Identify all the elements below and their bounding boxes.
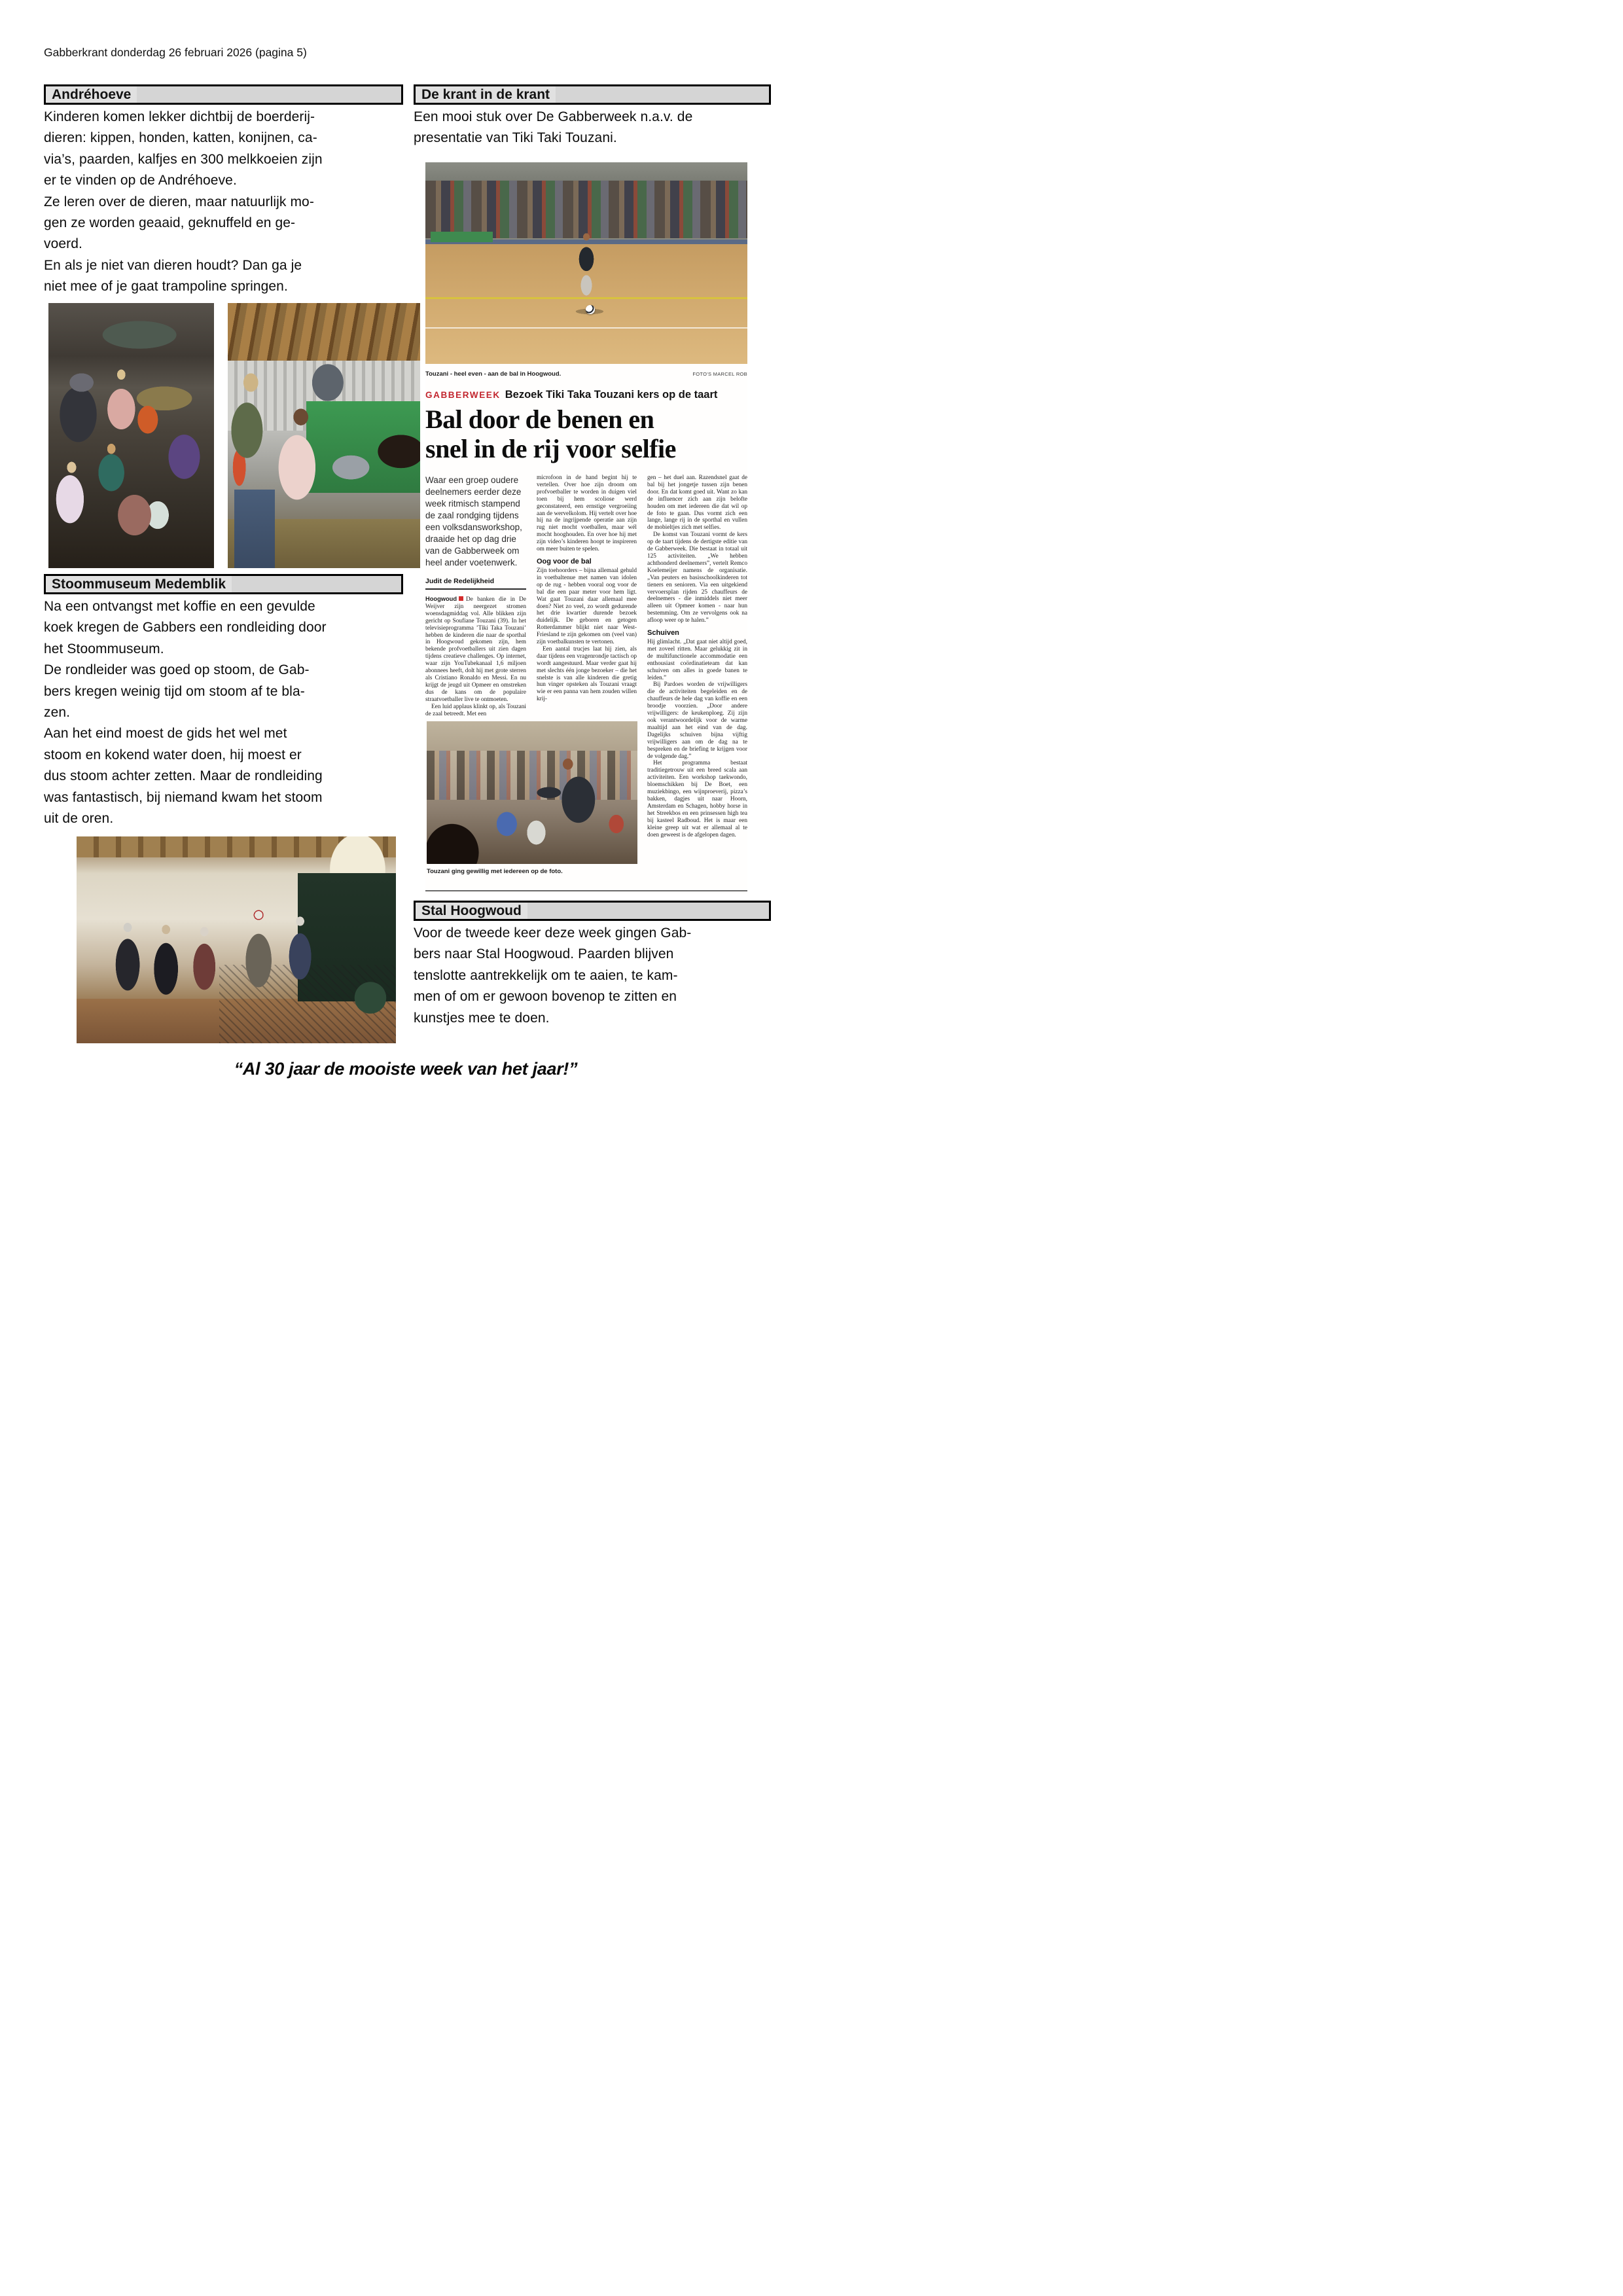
krant-intro-text <box>414 107 772 149</box>
text-line: Ze leren over de dieren, maar natuurlijk mo- <box>44 194 314 209</box>
photo1-caption-row <box>425 370 747 378</box>
photo-andrehoeve-barn <box>48 303 214 568</box>
clipping-intro: Waar een groep oudere deelnemers eerder deze week ritmisch stampend de zaal rondging tijdens een volksdansworkshop, draaide het op dag drie van de Gabberweek om heel ander voetenwerk. <box>425 475 522 567</box>
subhead-schuiven: Schuiven <box>647 629 679 637</box>
text-line: koek kregen de Gabbers een rondleiding door <box>44 620 327 636</box>
newspaper-page <box>0 0 812 1148</box>
text-line: via’s, paarden, kalfjes en 300 melkkoeien zijn <box>44 151 323 167</box>
section-title: Stoommuseum Medemblik <box>46 576 232 592</box>
headline-line: Bal door de benen en <box>425 404 654 434</box>
text-line: zen. <box>44 705 71 721</box>
body-paragraph: Bij Pardoes worden de vrijwilligers die de activiteiten begeleiden en de chauffeurs de hele dag van koffie en een broodje voorzien. „Door andere vrijwilligers: de keukenploeg. Zij zijn ook verantwoordelijk voor de warme maaltijd aan het eind van de dag. Dagelijks schuiven bijna vijftig vrijwilligers aan om de dag na te bespreken en de briefing te krijgen voor de volgende dag.” <box>647 681 747 760</box>
text-line: tenslotte aantrekkelijk om te aaien, te kam- <box>414 967 678 983</box>
photo-stoommuseum-tour <box>77 836 396 1043</box>
body-paragraph: gen – het duel aan. Razendsnel gaat de bal bij het jongetje tussen zijn benen door. En dat komt goed uit. Want zo kan de influencer zich aan zijn belofte houden om met iedereen die dat wil op de foto te gaan. Dus vormt zich een lange, lange rij in de sporthal en vullen de mobieltjes zich met selfies. <box>647 475 747 531</box>
section-title: Andréhoeve <box>46 86 137 103</box>
clipping-bottom-rule <box>425 890 747 891</box>
text-line: gen ze worden geaaid, geknuffeld en ge- <box>44 215 296 231</box>
paragraph-text: De banken die in De Weijver zijn neergezet stromen woensdagmiddag vol. Alle blikken zijn gericht op Soufiane Touzani (39). In het televisieprogramma ’Tiki Taka Touzani’ hebben de kinderen die naar de sporthal in Hoogwoud gekomen zijn, hem bekende profvoetballers uit zien dagen tijdens creatieve challenges. Op internet, waar zijn YouTubekanaal 1,6 miljoen abonnees heeft, dolt hij met grote sterren als Cristiano Ronaldo en Messi. En nu krijgt de jeugd uit Opmeer en omstreken dus de kans om de populaire straatvoetballer live te ontmoeten. <box>425 596 526 703</box>
clipping-headline <box>425 404 747 463</box>
photo-credit: FOTO'S MARCEL ROB <box>692 371 747 377</box>
text-line: niet mee of je gaat trampoline springen. <box>44 279 288 295</box>
text-line: De rondleider was goed op stoom, de Gab- <box>44 662 310 678</box>
section-title: Stal Hoogwoud <box>416 903 527 919</box>
text-line: er te vinden op de Andréhoeve. <box>44 173 237 188</box>
text-line: presentatie van Tiki Taki Touzani. <box>414 130 617 146</box>
body-paragraph: Een luid applaus klinkt op, als Touzani de zaal betreedt. Met een <box>425 703 526 717</box>
red-square-bullet <box>459 596 463 601</box>
text-line: Kinderen komen lekker dichtbij de boerderij- <box>44 109 315 124</box>
body-paragraph: De komst van Touzani vormt de kers op de taart tijdens de dertigste editie van de Gabberweek. Die bestaat in totaal uit 125 activiteiten. „We hebben achthonderd deelnemers”, vertelt Remco Koelemeijer namens de organisatie. „Van peuters en basisschoolkinderen tot tieners en senioren. Via een uitgekiend vervoersplan rijden 25 chauffeurs de deelnemers - die inmiddels niet meer alleen uit Opmeer komen - naar hun bestemming. Om ze vervolgens ook na afloop weer op te halen.” <box>647 531 747 624</box>
text-line: kunstjes mee te doen. <box>414 1010 550 1026</box>
photo-touzani-selfies <box>427 721 637 864</box>
section-header-stoommuseum <box>44 574 403 594</box>
headline-line: snel in de rij voor selfie <box>425 434 676 463</box>
byline: Judit de Redelijkheid <box>425 577 526 590</box>
section-title: De krant in de krant <box>416 86 556 103</box>
text-line: bers kregen weinig tijd om stoom af te bla- <box>44 683 305 699</box>
dateline: Hoogwoud <box>425 596 457 602</box>
kicker-text: Bezoek Tiki Taka Touzani kers op de taart <box>505 389 718 401</box>
text-line: Voor de tweede keer deze week gingen Gab- <box>414 925 692 941</box>
newspaper-clipping <box>425 162 747 894</box>
text-line: het Stoommuseum. <box>44 641 164 656</box>
kicker <box>425 389 747 401</box>
soccer-ball <box>586 305 595 314</box>
body-paragraph: microfoon in de hand begint hij te vertellen. Over hoe zijn droom om profvoetballer te worden in duigen viel toen bij hem scoliose werd geconstateerd, een ernstige vergroeiing aan de wervelkolom. Hij vertelt over hoe hij na de ingrijpende operatie aan zijn rug niet mocht voetballen, maar wél mocht hooghouden. En over hoe hij met zijn video’s kinderen hoopt te inspireren om meer buiten te spelen. <box>537 475 637 553</box>
page-header: Gabberkrant donderdag 26 februari 2026 (pagina 5) <box>44 46 307 59</box>
bottom-quote: “Al 30 jaar de mooiste week van het jaar!” <box>234 1059 578 1079</box>
text-line: dieren: kippen, honden, katten, konijnen, ca- <box>44 130 317 146</box>
clipping-column-3 <box>647 475 747 875</box>
section-header-andrehoeve <box>44 84 403 105</box>
photo-touzani-sporthal <box>425 162 747 364</box>
text-line: stoom en kokend water doen, hij moest er <box>44 747 302 762</box>
photo-caption: Touzani ging gewillig met iedereen op de foto. <box>427 868 563 875</box>
body-paragraph: Een aantal trucjes laat hij zien, als daar tijdens een vragenrondje tactisch op wordt aangestuurd. Maar verder gaat hij met slechts één jonge bezoeker – die het snelste is van alle kinderen die gretig hun vinger opsteken als Touzani vraagt wie er een panna van hem zouden willen krij- <box>537 645 637 703</box>
stoommuseum-text <box>44 596 410 829</box>
body-paragraph: Hij glimlacht. „Dat gaat niet altijd goed, met zoveel ritten. Maar gelukkig zit in de multifunctionele accommodatie een enthousiast coördinatieteam dat kan schuiven om alles in goede banen te leiden.” <box>647 639 747 681</box>
subhead-oog-voor-de-bal: Oog voor de bal <box>537 557 592 565</box>
text-line: uit de oren. <box>44 811 114 827</box>
body-paragraph: Zijn toehoorders – bijna allemaal gehuld in voetbaltenue met namen van idolen op de rug - hebben vooral oog voor de bal die een paar meter voor hem ligt. Wat gaat Touzani daar allemaal mee doen? Niet zo veel, zo wordt gedurende het drie kwartier durende bezoek duidelijk. De geboren en getogen Rotterdammer blijkt niet naar West-Friesland te zijn gekomen om (veel van) zijn voetbalkunsten te vertonen. <box>537 567 637 646</box>
clipping-column-1 <box>425 475 526 723</box>
text-line: men of om er gewoon bovenop te zitten en <box>414 989 677 1005</box>
body-paragraph <box>425 596 526 704</box>
photo-andrehoeve-calf-feeding <box>228 303 420 568</box>
stal-text <box>414 923 772 1029</box>
section-header-krant <box>414 84 771 105</box>
text-line: En als je niet van dieren houdt? Dan ga je <box>44 257 302 273</box>
text-line: Een mooi stuk over De Gabberweek n.a.v. de <box>414 109 693 124</box>
photo-caption: Touzani - heel even - aan de bal in Hoogwoud. <box>425 370 562 378</box>
text-line: voerd. <box>44 236 82 252</box>
text-line: dus stoom achter zetten. Maar de rondleiding <box>44 768 323 784</box>
section-header-stal <box>414 901 771 921</box>
body-paragraph: Het programma bestaat traditiegetrouw uit een breed scala aan activiteiten. Een workshop taekwondo, bloemschikken bij De Boet, een muziekbingo, een wijnproeverij, pizza’s bakken, dagjes uit naar Hoorn, Amsterdam en Schagen, hobby horse in het Streekbos en een prinsessen high tea bij kasteel Radboud. Het is maar een kleine greep uit wat er allemaal al te doen geweest is de afgelopen dagen. <box>647 760 747 838</box>
clipping-column-2 <box>537 475 637 723</box>
text-line: was fantastisch, bij niemand kwam het stoom <box>44 789 323 805</box>
text-line: Aan het eind moest de gids het wel met <box>44 726 287 742</box>
text-line: bers naar Stal Hoogwoud. Paarden blijven <box>414 946 674 962</box>
kicker-brand: GABBERWEEK <box>425 390 501 400</box>
text-line: Na een ontvangst met koffie en een gevulde <box>44 599 315 614</box>
andrehoeve-text <box>44 107 410 298</box>
